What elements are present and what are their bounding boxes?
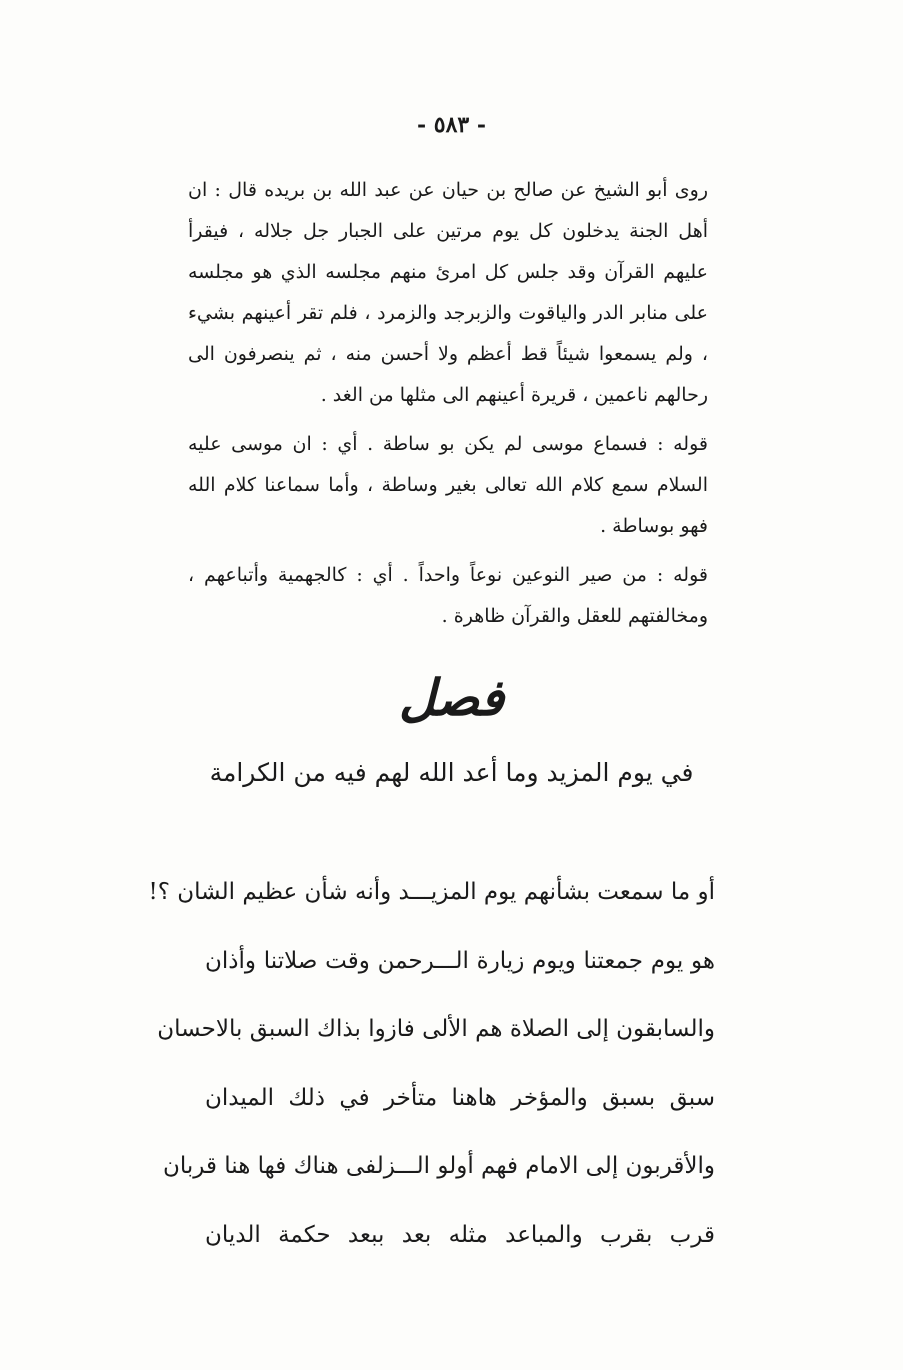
poem-verse: أو ما سمعت بشأنهم يوم المزيـــد وأنه شأن عظيم الشان ؟! xyxy=(148,879,715,905)
poem-verse: والأقربون إلى الامام فهم أولو الـــزلفى هناك فها هنا قربان xyxy=(162,1153,715,1179)
page-number: - ٥٨٣ - xyxy=(416,112,487,138)
poem-verse: والسابقون إلى الصلاة هم الألى فازوا بذاك السبق بالاحسان xyxy=(157,1016,715,1042)
commentary-paragraph: قوله : فسماع موسى لم يكن بو ساطة . أي : ان موسى عليه السلام سمع كلام الله تعالى بغير وساطة ، وأما سماعنا كلام الله فهو بوساطة . xyxy=(188,433,708,537)
commentary-text xyxy=(188,170,708,645)
section-heading: فصل xyxy=(398,668,505,727)
commentary-paragraph: قوله : من صير النوعين نوعاً واحداً . أي : كالجهمية وأتباعهم ، ومخالفتهم للعقل والقرآن ظاهرة . xyxy=(188,564,708,627)
commentary-paragraph: روى أبو الشيخ عن صالح بن حيان عن عبد الله بن بريده قال : ان أهل الجنة يدخلون كل يوم مرتين على الجبار جل جلاله ، فيقرأ عليهم القرآن وقد جلس كل امرئ منهم مجلسه الذي هو مجلسه على منابر الدر والياقوت والزبرجد والزمرد ، فلم تقر أعينهم بشيء ، ولم يسمعوا شيئاً قط أعظم ولا أحسن منه ، ثم ينصرفون الى رحالهم ناعمين ، قريرة أعينهم الى مثلها من الغد . xyxy=(188,179,708,406)
poem-verse: هو يوم جمعتنا ويوم زيارة الـــرحمن وقت صلاتنا وأذان xyxy=(205,947,715,974)
section-subtitle: في يوم المزيد وما أعد الله لهم فيه من الكرامة xyxy=(209,758,694,787)
poem-verse: سبق بسبق والمؤخر هاهنا متأخر في ذلك الميدان xyxy=(205,1084,715,1111)
poem-verse: قرب بقرب والمباعد مثله بعد ببعد حكمة الديان xyxy=(205,1221,715,1248)
poem xyxy=(148,858,715,1269)
